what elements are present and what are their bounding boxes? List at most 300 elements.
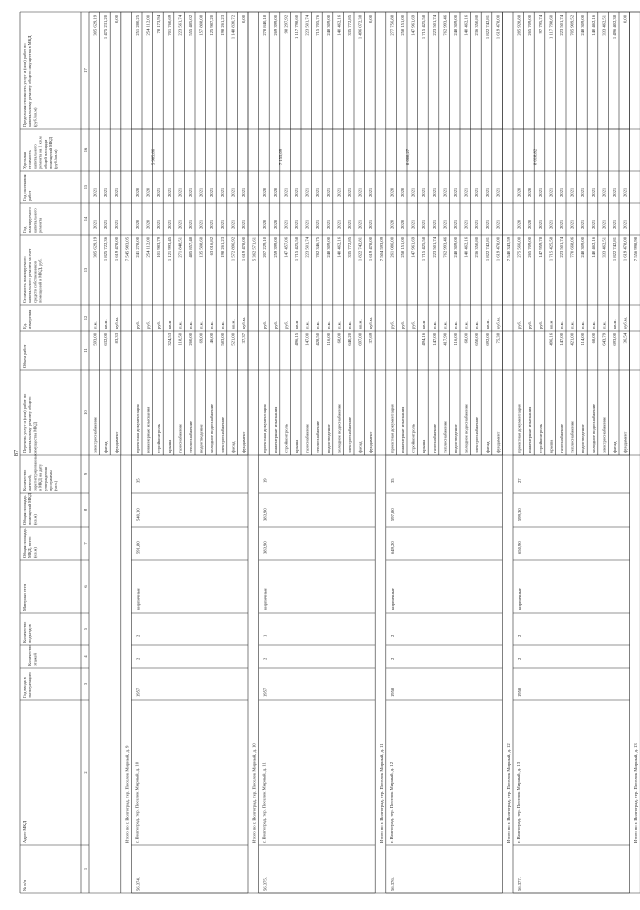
limit-cost: 269 399,00 (272, 15, 278, 36)
total-area: 650,90 (517, 541, 522, 554)
limit-cost: 125 987,20 (209, 15, 215, 36)
work-type: проектная документация (135, 404, 140, 453)
house-address: г. Волгоград, тер. Поселок Мирный, д. 12 (388, 761, 394, 843)
end-year: 2021 (230, 187, 236, 197)
end-year: 2021 (336, 187, 342, 197)
total-row-label: Итого по г. Волгоград, тер. Поселок Мирный, д. 12 (506, 743, 511, 843)
work-cost: 241 278,00 (135, 237, 140, 258)
residents: 19 (262, 478, 268, 483)
work-cost: 101 983,79 (156, 237, 162, 258)
house-number: 56.375. (262, 877, 268, 891)
unit: п.м. (304, 321, 310, 329)
work-cost: 258 151,00 (400, 237, 405, 258)
work-cost: 1 715 425,58 (421, 237, 427, 262)
end-year: 2021 (219, 187, 225, 197)
limit-cost: 1 822 742,81 (484, 15, 490, 40)
limit-cost: 248 309,00 (453, 15, 458, 36)
unit: руб. (516, 321, 522, 329)
end-year: 2020 (135, 187, 140, 197)
work-volume: 147,00 (559, 333, 564, 346)
limit-cost: 236 350,80 (474, 15, 480, 36)
work-type: водоотведение (325, 424, 331, 453)
unit: руб. (527, 321, 533, 329)
limit-cost: 1 117 798,60 (548, 15, 554, 39)
plan-year: 2021 (219, 219, 225, 229)
house-address: г. Волгоград, тер. Поселок Мирный, д. 13 (516, 761, 521, 843)
total-area: 383,90 (262, 541, 268, 554)
unit: п.м. (347, 321, 352, 329)
unit: п.м. (601, 321, 607, 329)
build-year: 1957 (135, 687, 141, 697)
limit-cost: 198 261,23 (219, 15, 225, 36)
work-type: фундамент (495, 431, 501, 453)
unit: п.м. (559, 321, 564, 329)
work-cost: 223 501,74 (559, 237, 564, 258)
work-cost: 223 501,74 (431, 237, 437, 258)
work-type: теплоснабжение (569, 420, 575, 453)
column-number: 12 (83, 315, 88, 321)
work-cost: 1 715 425,58 (294, 237, 299, 262)
work-volume: 37,69 (368, 333, 374, 344)
work-volume: 428,50 (315, 333, 321, 346)
end-year: 2021 (325, 187, 331, 197)
end-year: 2021 (612, 187, 617, 197)
unit: п.м. (474, 321, 480, 329)
plan-year: 2020 (516, 219, 522, 229)
total-cost: 7 545 983,05 (124, 237, 130, 262)
unit: п.м. (569, 321, 575, 329)
work-type: фасад (612, 441, 617, 453)
end-year: 2021 (442, 187, 448, 197)
work-type: фундамент (368, 431, 374, 453)
floors: 2 (135, 657, 141, 660)
plan-year: 2021 (357, 219, 363, 229)
plan-year: 2020 (389, 219, 395, 229)
work-volume: 583,00 (219, 333, 225, 346)
plan-year: 2021 (548, 219, 554, 229)
work-cost: 1 619 478,00 (368, 237, 374, 262)
work-cost: 1 715 425,58 (548, 237, 554, 262)
work-volume: 68,00 (336, 333, 342, 344)
work-type: газоснабжение (177, 424, 183, 453)
unit: кв.м (421, 320, 427, 329)
unit: кв.м. (484, 319, 490, 329)
column-header: Годпланируемогокапитальногоремонта (22, 207, 43, 233)
work-type: теплоснабжение (188, 420, 193, 453)
house-address: г. Волгоград, тер. Поселок Мирный, д. 11 (261, 762, 267, 843)
limit-cost: 223 501,74 (304, 15, 310, 36)
end-year: 2021 (156, 187, 162, 197)
limit-cost: 285 928,88 (516, 15, 522, 36)
work-type: крыша (421, 439, 427, 453)
plan-year: 2021 (453, 219, 458, 229)
end-year: 2021 (495, 187, 501, 197)
column-number: 7 (83, 542, 88, 545)
page-number: 87 (13, 449, 20, 457)
work-volume: 83,33 (113, 333, 119, 344)
work-volume: 37,37 (241, 333, 246, 344)
plan-year: 2021 (590, 219, 596, 229)
plan-year: 2021 (421, 219, 427, 229)
work-type: фундамент (622, 431, 628, 453)
work-type: холодное водоснабжение (590, 403, 596, 453)
work-volume: 496,16 (548, 333, 554, 346)
column-number: 17 (83, 68, 88, 73)
residents: 35 (389, 478, 395, 483)
end-year: 2021 (209, 187, 215, 197)
limit-cost: 78 173,94 (156, 15, 162, 34)
limit-cost: 335 772,85 (347, 15, 352, 36)
work-cost: 265 709,00 (527, 237, 533, 258)
work-type: холодное водоснабжение (336, 403, 342, 453)
work-type: инженерные изыскания (272, 406, 278, 453)
work-volume: 697,00 (357, 333, 363, 346)
work-cost: 248 309,00 (580, 237, 586, 258)
work-volume: 421,00 (569, 333, 575, 346)
work-volume: 417,90 (442, 333, 448, 346)
column-number: 10 (83, 410, 88, 415)
floors: 2 (389, 657, 395, 660)
work-cost: 223 501,74 (304, 237, 310, 258)
entrances: 2 (389, 634, 395, 637)
work-volume: 75,38 (495, 333, 501, 344)
unit: кв.м (548, 320, 554, 329)
limit-cost: 0,00 (241, 15, 246, 24)
unit: руб. (389, 321, 395, 329)
unit-cost: 8 018,82 (532, 148, 538, 165)
work-type: инженерные изыскания (400, 406, 405, 453)
end-year: 2021 (484, 187, 490, 197)
work-type: электроснабжение (601, 416, 607, 453)
plan-year: 2021 (569, 219, 575, 229)
work-type: инженерные изыскания (145, 406, 151, 453)
end-year: 2021 (304, 187, 310, 197)
total-area: 649,20 (389, 541, 395, 554)
column-number: 14 (83, 216, 88, 222)
work-cost: 762 993,46 (442, 237, 448, 258)
limit-cost: 705 909,52 (569, 15, 575, 36)
end-year: 2020 (262, 187, 268, 197)
column-number: 9 (83, 472, 88, 476)
work-cost: 147 457,06 (283, 237, 289, 258)
end-year: 2021 (347, 187, 352, 197)
limit-cost: 248 309,00 (325, 15, 331, 36)
unit: кв.м (294, 320, 299, 329)
column-number: 5 (83, 627, 88, 631)
plan-year: 2021 (410, 219, 416, 229)
column-header: Количествожителей,зарегистрированныхв МКД на датуутвержденияпрограммы(чел.) (22, 453, 59, 491)
plan-year: 2021 (103, 219, 109, 229)
work-cost: 1 822 742,81 (612, 237, 617, 262)
unit: п.м. (453, 321, 458, 329)
column-number: 3 (83, 682, 88, 686)
work-volume: 650,00 (474, 333, 480, 346)
plan-year: 2020 (262, 219, 268, 229)
limit-cost: 715 705,76 (315, 15, 321, 36)
unit: п.м. (336, 321, 342, 329)
end-year: 2020 (272, 187, 278, 197)
limit-cost: 701 760,69 (166, 15, 172, 36)
plan-year: 2021 (166, 219, 172, 229)
column-header: Год ввода вэксплуатацию (22, 672, 33, 698)
plan-year: 2021 (559, 219, 564, 229)
work-cost: 1 572 896,92 (230, 237, 236, 262)
column-number: 8 (83, 508, 88, 512)
house-number: 56.377. (517, 877, 522, 891)
work-cost: 63 016,82 (209, 237, 215, 256)
unit: кв.м. (103, 319, 109, 329)
work-cost: 140 462,16 (590, 237, 596, 258)
end-year: 2020 (145, 187, 151, 197)
limit-cost: 1 496 072,38 (357, 15, 363, 40)
total-row-label: Итого по г. Волгоград, тер. Поселок Мирный, д. 10 (251, 743, 257, 843)
unit: п.м. (580, 321, 586, 329)
unit: руб. (145, 321, 151, 329)
plan-year: 2021 (612, 219, 617, 229)
unit: кв.м. (357, 319, 363, 329)
plan-year: 2021 (474, 219, 480, 229)
unit-cost: 5 985,86 (150, 148, 156, 165)
unit: куб.м. (368, 317, 374, 329)
work-cost: 782 346,75 (315, 237, 321, 258)
end-year: 2021 (357, 187, 363, 197)
work-volume: 116,00 (453, 333, 458, 346)
residents: 35 (135, 478, 141, 483)
limit-cost: 140 462,16 (590, 15, 596, 36)
end-year: 2021 (166, 187, 172, 197)
work-type: инженерные изыскания (527, 406, 533, 453)
work-volume: 46,00 (209, 333, 215, 344)
column-number: 11 (83, 348, 88, 353)
work-cost: 1 121 993,45 (166, 237, 172, 262)
work-volume: 692,00 (484, 333, 490, 346)
work-cost: 147 961,69 (410, 237, 416, 258)
rooms-area: 597,80 (389, 508, 395, 521)
work-type: фасад (357, 441, 363, 453)
total-cost: 5 362 571,61 (251, 237, 257, 262)
work-type: электроснабжение (347, 416, 352, 453)
work-cost: 135 508,60 (198, 237, 204, 258)
column-header: № п/п (22, 880, 27, 891)
work-type: газоснабжение (304, 424, 310, 453)
wall-material: кирпичные (135, 588, 141, 610)
unit: п.м. (198, 321, 204, 329)
column-number: 6 (83, 585, 88, 588)
plan-year: 2021 (156, 219, 162, 229)
limit-cost: 333 462,51 (601, 15, 607, 36)
unit: п.м. (442, 321, 448, 329)
end-year: 2021 (590, 187, 596, 197)
work-type: проектная документация (262, 404, 268, 453)
plan-year: 2021 (368, 219, 374, 229)
work-volume: 118,50 (177, 333, 183, 346)
limit-cost: 223 561,74 (177, 15, 183, 36)
work-type: стройконтроль (537, 424, 543, 453)
work-cost: 271 848,51 (177, 237, 183, 258)
work-type: стройконтроль (410, 424, 416, 453)
work-cost: 1 619 478,00 (113, 237, 119, 262)
column-header: Общая площадьМКД, всего(кв.м) (22, 528, 38, 558)
end-year: 2021 (569, 187, 575, 197)
plan-year: 2020 (135, 219, 140, 229)
end-year: 2021 (548, 187, 554, 197)
work-cost: 198 261,23 (219, 237, 225, 258)
total-cost: 7 504 593,09 (378, 237, 384, 262)
plan-year: 2021 (113, 219, 119, 229)
plan-year: 2021 (431, 219, 437, 229)
plan-year: 2021 (315, 219, 321, 229)
end-year: 2021 (368, 187, 374, 197)
unit: п.м. (325, 321, 331, 329)
end-year: 2021 (294, 187, 299, 197)
unit: руб. (135, 321, 140, 329)
end-year: 2020 (527, 187, 533, 197)
limit-cost: 1 496 402,38 (612, 15, 617, 40)
limit-cost: 223 501,74 (559, 15, 564, 36)
limit-cost: 762 993,46 (442, 15, 448, 36)
work-type: газоснабжение (431, 424, 437, 453)
column-number: 15 (83, 184, 88, 190)
unit-cost: 8 008,27 (405, 148, 411, 165)
entrances: 2 (517, 634, 522, 637)
end-year: 2021 (463, 187, 469, 197)
work-type: фасад (103, 441, 109, 453)
column-number: 4 (83, 655, 88, 658)
limit-cost: 258 151,00 (400, 15, 405, 36)
work-type: фасад (230, 441, 236, 453)
unit: руб. (400, 321, 405, 329)
work-cost: 259 399,00 (272, 237, 278, 258)
work-volume: 640,20 (347, 333, 352, 346)
work-cost: 1 822 742,81 (484, 237, 490, 262)
work-volume: 68,00 (463, 333, 469, 344)
wall-material: кирпичные (389, 588, 395, 610)
limit-cost: 265 709,00 (527, 15, 533, 36)
plan-year: 2021 (177, 219, 183, 229)
limit-cost: 157 808,08 (198, 15, 204, 36)
limit-cost: 98 297,92 (283, 15, 289, 34)
limit-cost: 140 462,16 (336, 15, 342, 36)
end-year: 2021 (474, 187, 480, 197)
end-year: 2021 (601, 187, 607, 197)
entrances: 2 (135, 634, 141, 637)
limit-cost: 147 961,69 (410, 15, 416, 36)
plan-year: 2021 (294, 219, 299, 229)
total-row-label: Итого по г. Волгоград, тер. Поселок Мирный, д. 9 (124, 745, 130, 843)
unit: п.м. (431, 321, 437, 329)
work-type: проектная документация (389, 404, 395, 453)
limit-cost: 1 148 830,72 (230, 15, 236, 40)
work-type: электроснабжение (92, 416, 98, 453)
work-volume: 593,00 (92, 333, 98, 346)
work-volume: 324,53 (166, 333, 172, 346)
unit: п.м. (219, 321, 225, 329)
column-header: Удельнаястоимостькапитальногоремонта на 1 кв.мобщей площадипомещений МКД(руб./кв.м) (22, 136, 59, 169)
work-type: теплоснабжение (442, 420, 448, 453)
unit: п.м. (463, 321, 469, 329)
end-year: 2021 (177, 187, 183, 197)
unit: руб. (410, 321, 416, 329)
build-year: 1958 (517, 687, 522, 697)
end-year: 2021 (103, 187, 109, 197)
work-volume: 693,00 (612, 333, 617, 346)
plan-year: 2021 (347, 219, 352, 229)
column-number: 2 (83, 771, 88, 774)
work-type: холодное водоснабжение (463, 403, 469, 453)
end-year: 2021 (431, 187, 437, 197)
wall-material: кирпичные (517, 588, 522, 610)
unit: п.м. (177, 321, 183, 329)
total-cost: 7 556 998,98 (633, 237, 639, 262)
work-volume: 69,00 (198, 333, 204, 344)
work-type: фундамент (113, 431, 119, 453)
limit-cost: 223 501,74 (431, 15, 437, 36)
unit-cost: 7 155,09 (277, 148, 283, 165)
work-type: проектная документация (516, 404, 522, 453)
unit: куб.м. (622, 317, 628, 329)
limit-cost: 254 112,00 (145, 15, 151, 36)
limit-cost: 1 715 425,58 (421, 15, 427, 40)
work-type: газоснабжение (559, 424, 564, 453)
limit-cost: 97 795,74 (537, 15, 543, 34)
work-cost: 770 668,06 (569, 237, 575, 258)
residents: 27 (517, 478, 522, 483)
work-volume: 643,79 (601, 333, 607, 346)
end-year: 2021 (453, 187, 458, 197)
work-cost: 248 309,00 (453, 237, 458, 258)
work-type: фундамент (241, 431, 246, 453)
rooms-area: 383,90 (262, 508, 268, 521)
work-volume: 114,00 (580, 333, 586, 346)
unit: кв.м (166, 320, 172, 329)
plan-year: 2021 (463, 219, 469, 229)
unit: куб.м. (495, 317, 501, 329)
work-type: крыша (294, 439, 299, 453)
unit: п.м. (315, 321, 321, 329)
end-year: 2020 (389, 187, 395, 197)
plan-year: 2021 (622, 219, 628, 229)
end-year: 2021 (537, 187, 543, 197)
work-type: водоотведение (198, 424, 204, 453)
work-volume: 147,00 (304, 333, 310, 346)
end-year: 2021 (622, 187, 628, 197)
unit: руб. (283, 321, 289, 329)
column-header: Количествоподъездов (22, 621, 33, 643)
unit: руб. (262, 321, 268, 329)
work-type: стройконтроль (156, 424, 162, 453)
column-header: Количествоэтажей (27, 644, 38, 666)
work-type: холодное водоснабжение (209, 403, 215, 453)
work-cost: 333 462,51 (601, 237, 607, 258)
work-type: теплоснабжение (315, 420, 321, 453)
end-year: 2021 (410, 187, 416, 197)
work-cost: 275 566,00 (516, 237, 522, 258)
work-volume: 496,15 (294, 333, 299, 346)
end-year: 2021 (188, 187, 193, 197)
work-volume: 36,54 (622, 333, 628, 344)
end-year: 2020 (400, 187, 405, 197)
work-cost: 1 619 478,00 (241, 237, 246, 262)
work-cost: 261 086,00 (389, 237, 395, 258)
limit-cost: 277 756,88 (389, 15, 395, 36)
plan-year: 2021 (537, 219, 543, 229)
work-cost: 248 309,00 (325, 237, 331, 258)
work-type: водоотведение (580, 424, 586, 453)
build-year: 1958 (389, 687, 395, 697)
plan-year: 2021 (580, 219, 586, 229)
plan-year: 2020 (145, 219, 151, 229)
work-cost: 140 462,16 (463, 237, 469, 258)
